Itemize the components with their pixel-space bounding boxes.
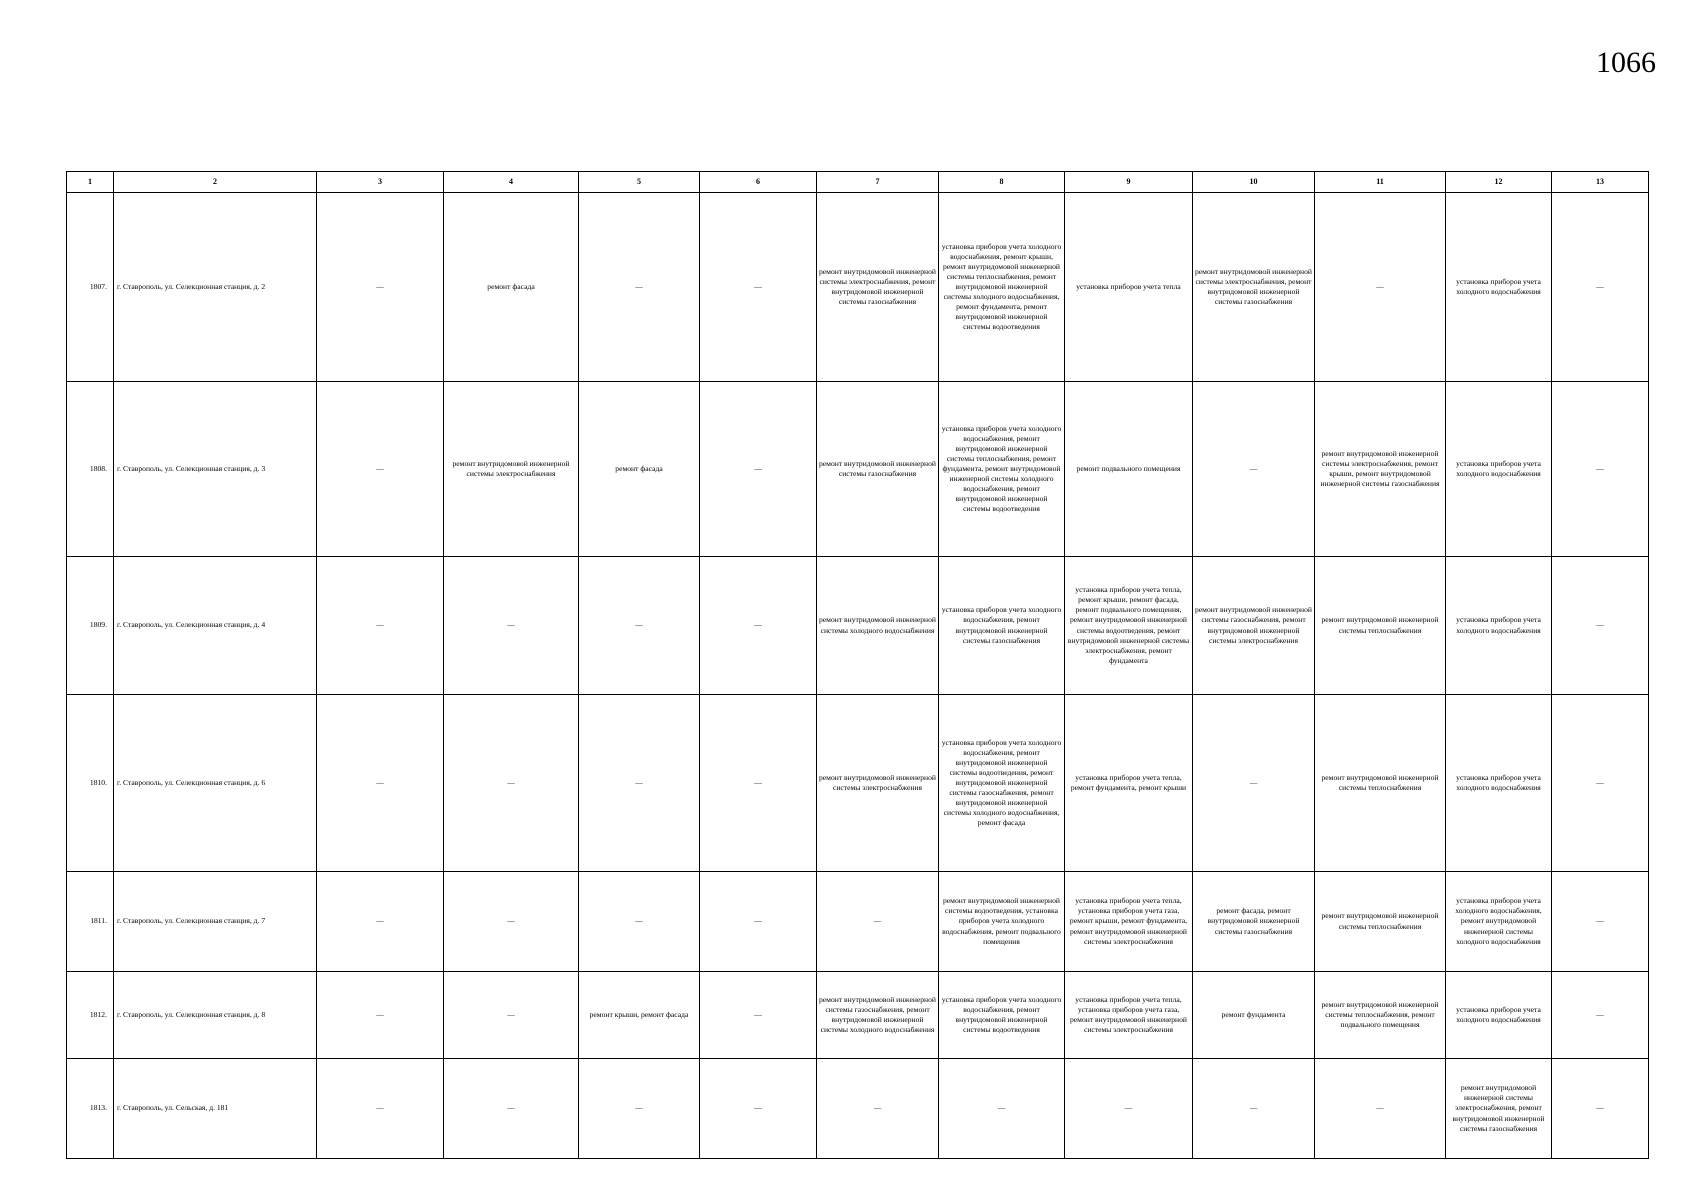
table-cell: — [1315,1059,1446,1159]
table-cell: установка приборов учета холодного водоснабжения [1446,193,1552,382]
table-cell: — [444,972,579,1059]
table-cell: ремонт внутридомовой инженерной системы электроснабжения, ремонт внутридомовой инженерной системы газоснабжения [1193,193,1315,382]
page-number: 1066 [1596,46,1656,79]
table-cell: установка приборов учета холодного водоснабжения, ремонт внутридомовой инженерной системы холодного водоснабжения [1446,872,1552,972]
table-cell: — [317,382,444,557]
table-cell: ремонт внутридомовой инженерной системы теплоснабжения [1315,695,1446,872]
table-cell: ремонт внутридомовой инженерной системы электроснабжения [817,695,939,872]
table-cell: установка приборов учета тепла, установка приборов учета газа, ремонт внутридомовой инженерной системы электроснабжения [1065,972,1193,1059]
table-cell: — [317,972,444,1059]
table-cell: — [444,557,579,695]
address-cell: г. Ставрополь, ул. Селекционная станция, д. 4 [114,557,317,695]
table-cell: — [700,193,817,382]
table-cell: — [700,972,817,1059]
table-cell: ремонт внутридомовой инженерной системы теплоснабжения [1315,872,1446,972]
table-cell: — [579,695,700,872]
row-number-cell: 1813. [67,1059,114,1159]
row-number-cell: 1809. [67,557,114,695]
table-cell: — [317,872,444,972]
table-cell: ремонт внутридомовой инженерной системы газоснабжения [817,382,939,557]
table-cell: ремонт внутридомовой инженерной системы теплоснабжения, ремонт подвального помещения [1315,972,1446,1059]
table-cell: установка приборов учета тепла, ремонт крыши, ремонт фасада, ремонт подвального помещения, ремонт внутридомовой инженерной системы водоотведения, ремонт внутридомовой инженерной системы электроснабжения, ремонт фундамента [1065,557,1193,695]
address-cell: г. Ставрополь, ул. Селекционная станция, д. 6 [114,695,317,872]
table-cell: — [700,382,817,557]
address-cell: г. Ставрополь, ул. Селекционная станция, д. 3 [114,382,317,557]
table-cell: — [1552,695,1649,872]
table-cell: — [579,557,700,695]
address-cell: г. Ставрополь, ул. Сельская, д. 181 [114,1059,317,1159]
table-cell: установка приборов учета холодного водоснабжения, ремонт крыши, ремонт внутридомовой инженерной системы теплоснабжения, ремонт внутридомовой инженерной системы холодного водоснабжения, ремонт фундамента, ремонт внутридомовой инженерной системы водоотведения [939,193,1065,382]
table-cell: установка приборов учета холодного водоснабжения, ремонт внутридомовой инженерной системы водоотведения [939,972,1065,1059]
table-cell: установка приборов учета холодного водоснабжения [1446,972,1552,1059]
table-row [67,972,1649,1059]
address-cell: г. Ставрополь, ул. Селекционная станция, д. 2 [114,193,317,382]
row-number-cell: 1811. [67,872,114,972]
table-cell: установка приборов учета холодного водоснабжения, ремонт внутридомовой инженерной системы водоотведения, ремонт внутридомовой инженерной системы газоснабжения, ремонт внутридомовой инженерной системы холодного водоснабжения, ремонт фасада [939,695,1065,872]
table-cell: ремонт внутридомовой инженерной системы электроснабжения [444,382,579,557]
table-cell: ремонт фундамента [1193,972,1315,1059]
row-number-cell: 1807. [67,193,114,382]
table-cell: — [444,695,579,872]
table-row [67,872,1649,972]
table-cell: — [700,872,817,972]
table-cell: — [817,1059,939,1159]
column-header: 5 [579,172,700,193]
column-header: 13 [1552,172,1649,193]
table-cell: — [700,695,817,872]
row-number-cell: 1808. [67,382,114,557]
table-cell: установка приборов учета тепла [1065,193,1193,382]
table-cell: — [939,1059,1065,1159]
table-cell: — [1552,382,1649,557]
table-cell: установка приборов учета тепла, установка приборов учета газа, ремонт крыши, ремонт фундамента, ремонт внутридомовой инженерной системы электроснабжения [1065,872,1193,972]
table-cell: ремонт подвального помещения [1065,382,1193,557]
table-row [67,695,1649,872]
address-cell: г. Ставрополь, ул. Селекционная станция, д. 8 [114,972,317,1059]
table-cell: — [317,695,444,872]
table-cell: — [1065,1059,1193,1159]
header-row [67,172,1649,193]
table-cell: ремонт внутридомовой инженерной системы газоснабжения, ремонт внутридомовой инженерной системы электроснабжения [1193,557,1315,695]
repair-schedule-table [66,171,1649,1159]
table-cell: ремонт внутридомовой инженерной системы электроснабжения, ремонт крыши, ремонт внутридомовой инженерной системы газоснабжения [1315,382,1446,557]
table-cell: установка приборов учета тепла, ремонт фундамента, ремонт крыши [1065,695,1193,872]
table-cell: — [317,193,444,382]
column-header: 9 [1065,172,1193,193]
table-cell: — [1315,193,1446,382]
row-number-cell: 1812. [67,972,114,1059]
column-header: 2 [114,172,317,193]
table-row [67,557,1649,695]
column-header: 3 [317,172,444,193]
table-cell: — [444,1059,579,1159]
table-cell: — [1193,1059,1315,1159]
table-cell: — [1552,557,1649,695]
table-cell: ремонт внутридомовой инженерной системы холодного водоснабжения [817,557,939,695]
table-cell: ремонт крыши, ремонт фасада [579,972,700,1059]
table-cell: — [579,1059,700,1159]
table-row [67,1059,1649,1159]
table-cell: — [579,193,700,382]
table-cell: — [1552,872,1649,972]
column-header: 11 [1315,172,1446,193]
table-cell: — [817,872,939,972]
table-cell: ремонт внутридомовой инженерной системы электроснабжения, ремонт внутридомовой инженерной системы газоснабжения [817,193,939,382]
table-cell: ремонт фасада [579,382,700,557]
row-number-cell: 1810. [67,695,114,872]
table-cell: установка приборов учета холодного водоснабжения [1446,557,1552,695]
table-cell: установка приборов учета холодного водоснабжения, ремонт внутридомовой инженерной системы газоснабжения [939,557,1065,695]
column-header: 8 [939,172,1065,193]
table-cell: установка приборов учета холодного водоснабжения, ремонт внутридомовой инженерной системы теплоснабжения, ремонт фундамента, ремонт внутридомовой инженерной системы холодного водоснабжения, ремонт внутридомовой инженерной системы водоотведения [939,382,1065,557]
column-header: 1 [67,172,114,193]
table-cell: — [700,557,817,695]
table-cell: установка приборов учета холодного водоснабжения [1446,695,1552,872]
table-cell: ремонт внутридомовой инженерной системы газоснабжения, ремонт внутридомовой инженерной системы холодного водоснабжения [817,972,939,1059]
table-cell: ремонт внутридомовой инженерной системы теплоснабжения [1315,557,1446,695]
column-header: 10 [1193,172,1315,193]
table-cell: — [1552,1059,1649,1159]
table-cell: ремонт фасада, ремонт внутридомовой инженерной системы газоснабжения [1193,872,1315,972]
column-header: 12 [1446,172,1552,193]
table-cell: — [1193,382,1315,557]
table-cell: — [1552,972,1649,1059]
table-cell: — [1193,695,1315,872]
table-cell: установка приборов учета холодного водоснабжения [1446,382,1552,557]
table-row [67,193,1649,382]
table-cell: ремонт фасада [444,193,579,382]
table-row [67,382,1649,557]
table-cell: ремонт внутридомовой инженерной системы водоотведения, установка приборов учета холодного водоснабжения, ремонт подвального помещения [939,872,1065,972]
table-cell: — [1552,193,1649,382]
table-cell: — [317,557,444,695]
table-cell: — [700,1059,817,1159]
column-header: 6 [700,172,817,193]
table-cell: — [579,872,700,972]
table-cell: — [444,872,579,972]
table-cell: — [317,1059,444,1159]
address-cell: г. Ставрополь, ул. Селекционная станция, д. 7 [114,872,317,972]
column-header: 4 [444,172,579,193]
column-header: 7 [817,172,939,193]
table-cell: ремонт внутридомовой инженерной системы электроснабжения, ремонт внутридомовой инженерной системы газоснабжения [1446,1059,1552,1159]
